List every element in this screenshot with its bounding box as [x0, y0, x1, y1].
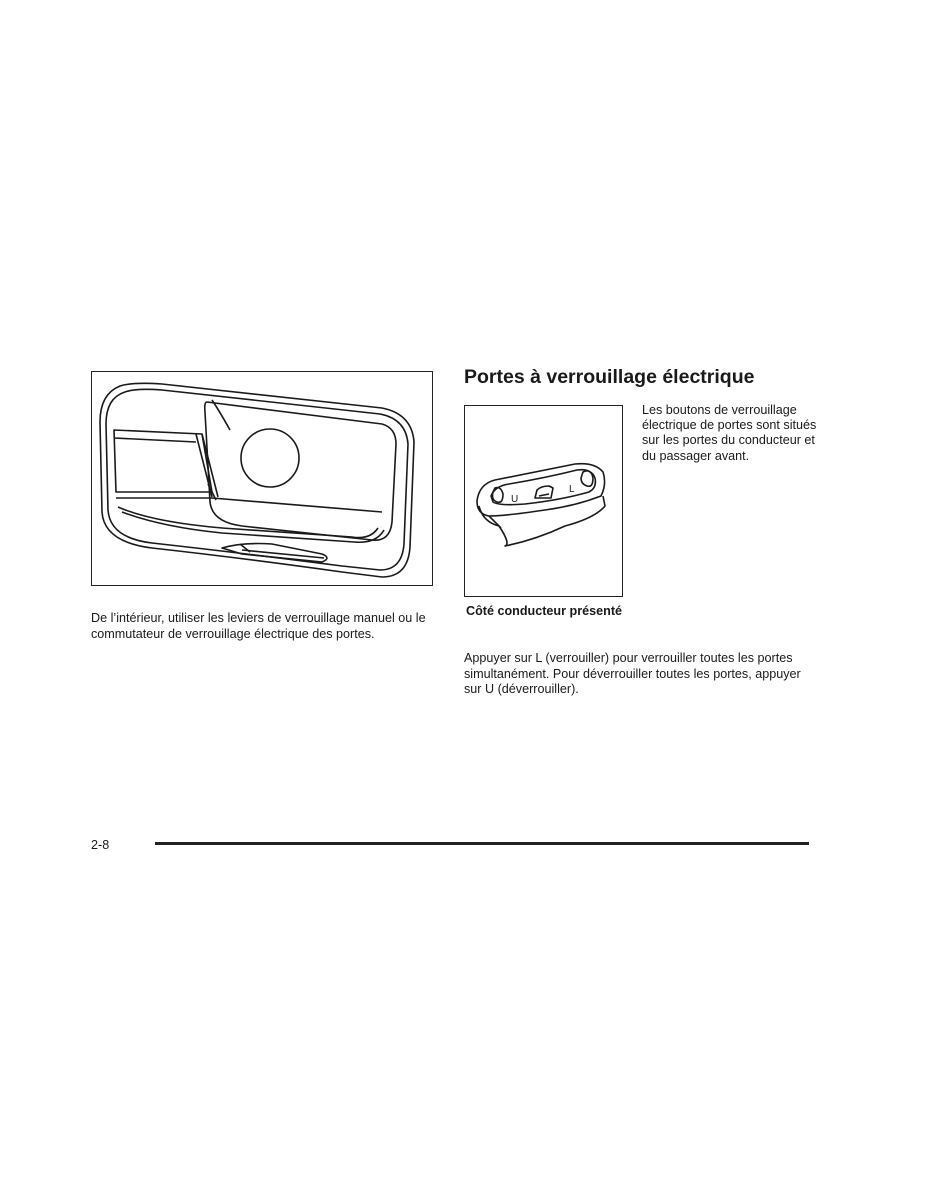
unlock-label: U	[511, 494, 519, 505]
door-handle-illustration	[91, 371, 433, 586]
section-heading: Portes à verrouillage électrique	[464, 366, 755, 388]
power-lock-instructions: Appuyer sur L (verrouiller) pour verrouiller toutes les portes simultanément. Pour déverrouiller toutes les portes, appuyer sur U (déverrouiller).	[464, 651, 801, 696]
lock-label: L	[569, 484, 575, 495]
power-lock-switch-drawing	[465, 406, 621, 595]
power-lock-intro: Les boutons de verrouillage électrique de portes sont situés sur les portes du conducteur et du passager avant.	[642, 403, 817, 463]
footer-rule	[155, 842, 809, 845]
door-handle-drawing	[92, 372, 431, 584]
interior-lock-caption: De l’intérieur, utiliser les leviers de verrouillage manuel ou le commutateur de verrouillage électrique des portes.	[91, 611, 426, 641]
page-number: 2-8	[91, 838, 110, 852]
power-lock-switch-illustration	[464, 405, 623, 597]
switch-figure-caption: Côté conducteur présenté	[465, 604, 623, 618]
